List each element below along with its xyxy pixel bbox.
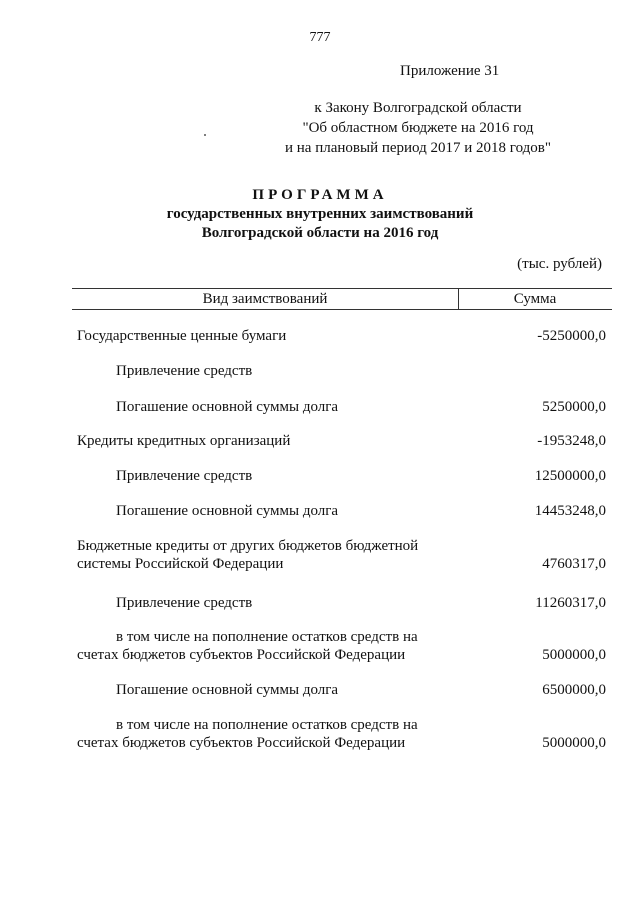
row-label: Кредиты кредитных организаций <box>77 433 291 449</box>
title-subject: государственных внутренних заимствований <box>166 206 474 222</box>
law-reference <box>258 98 578 158</box>
row-label: Погашение основной суммы долга <box>116 399 339 415</box>
row-amount: 4760317,0 <box>542 556 606 572</box>
row-amount: 6500000,0 <box>542 682 606 698</box>
units-label: (тыс. рублей) <box>517 256 602 272</box>
annex-label: Приложение 31 <box>400 63 500 79</box>
column-header-type: Вид заимствований <box>202 291 328 307</box>
law-reference-line: к Закону Волгоградской области <box>314 100 522 116</box>
page-number: 777 <box>309 30 331 45</box>
title-program: ПРОГРАММА <box>252 187 388 203</box>
scan-speck <box>204 134 206 136</box>
law-reference-line: и на плановый период 2017 и 2018 годов" <box>285 140 551 156</box>
row-label-line: системы Российской Федерации <box>77 556 284 572</box>
row-label-line: счетах бюджетов субъектов Российской Федерации <box>77 735 406 751</box>
row-label-line: в том числе на пополнение остатков средств на <box>116 717 418 733</box>
row-label: Государственные ценные бумаги <box>77 328 287 344</box>
row-label-line: счетах бюджетов субъектов Российской Федерации <box>77 647 406 663</box>
table-header-top-rule <box>72 288 612 289</box>
row-amount: 14453248,0 <box>534 503 606 519</box>
row-amount: 5000000,0 <box>542 735 606 751</box>
row-amount: -5250000,0 <box>537 328 606 344</box>
title-region-year: Волгоградской области на 2016 год <box>201 225 439 241</box>
row-label: Погашение основной суммы долга <box>116 503 339 519</box>
row-amount: 5000000,0 <box>542 647 606 663</box>
row-amount: -1953248,0 <box>537 433 606 449</box>
column-header-amount: Сумма <box>513 291 557 307</box>
table-header-bottom-rule <box>72 309 612 310</box>
row-label-line: Бюджетные кредиты от других бюджетов бюджетной <box>77 538 419 554</box>
row-amount: 12500000,0 <box>534 468 606 484</box>
row-label: Привлечение средств <box>116 468 253 484</box>
row-label: Погашение основной суммы долга <box>116 682 339 698</box>
row-label: Привлечение средств <box>116 595 253 611</box>
row-amount: 5250000,0 <box>542 399 606 415</box>
row-label-line: в том числе на пополнение остатков средств на <box>116 629 418 645</box>
document-title <box>0 186 640 243</box>
law-reference-line: "Об областном бюджете на 2016 год <box>302 120 534 136</box>
row-amount: 11260317,0 <box>535 595 606 611</box>
row-label: Привлечение средств <box>116 363 253 379</box>
